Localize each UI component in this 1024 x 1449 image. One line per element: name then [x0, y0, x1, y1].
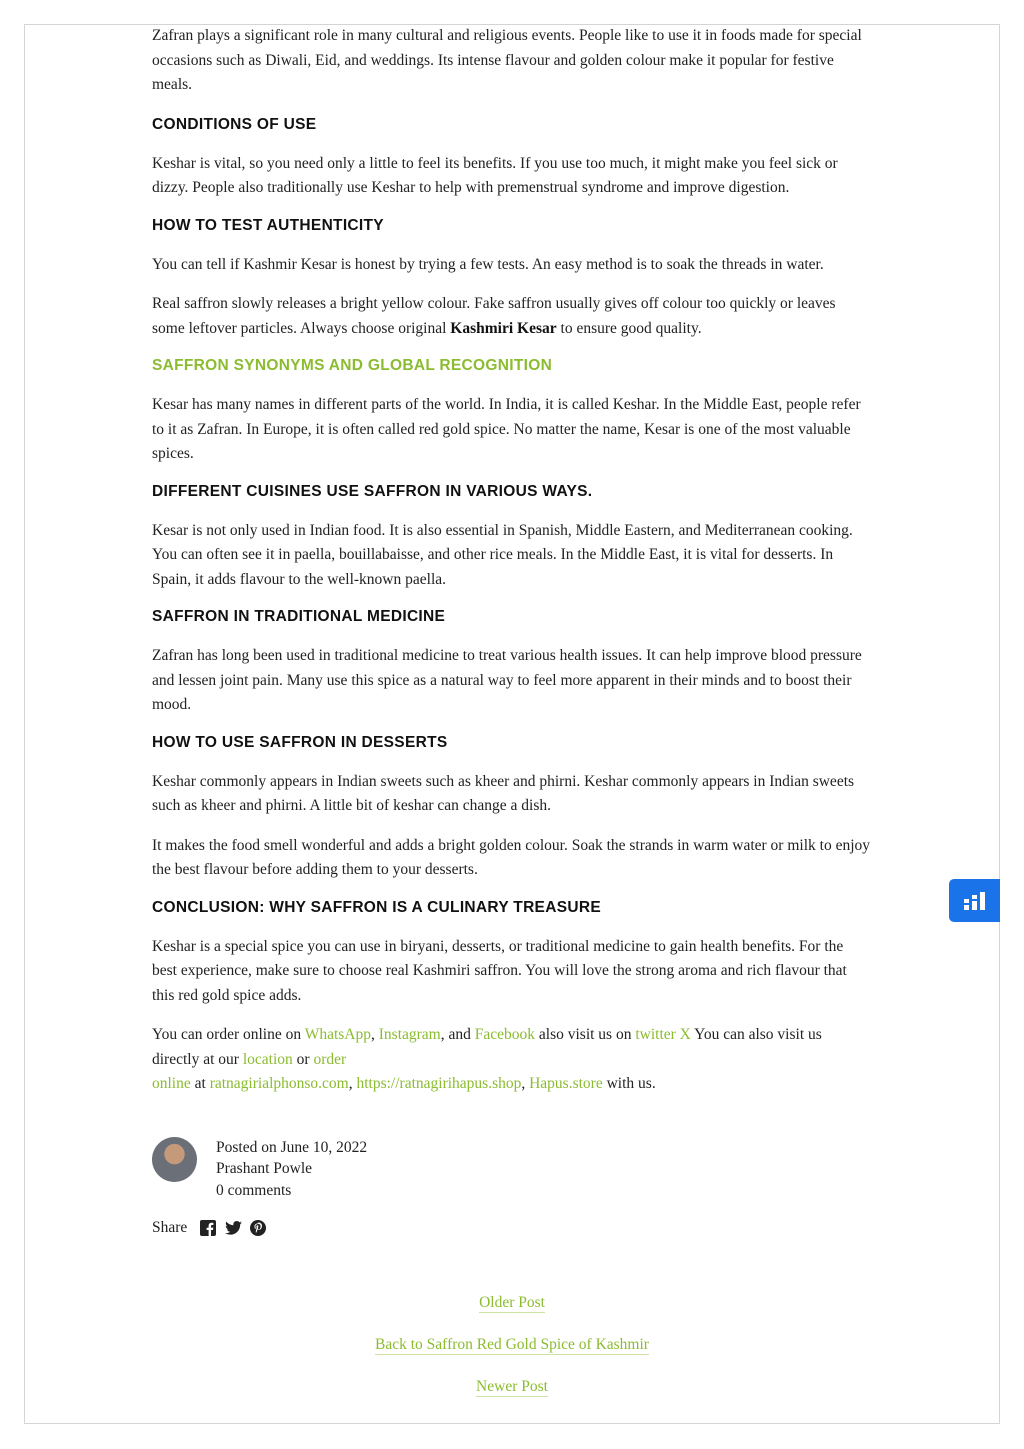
conclusion-paragraph: Keshar is a special spice you can use in biryani, desserts, or traditional medicine to gain health benefits. For the best experience, make sure to choose real Kashmiri saffron. You will love the strong aroma and rich flavour that this red gold spice adds. — [152, 937, 847, 1004]
test-paragraph-2: Real saffron slowly releases a bright yellow colour. Fake saffron usually gives off colour too quickly or leaves some leftover particles. Always choose original Kashmiri Kesar to ensure good quality. — [152, 295, 836, 337]
site-link-ratnagirialphonso[interactable]: ratnagirialphonso.com — [209, 1075, 349, 1092]
posted-on: Posted on June 10, 2022 — [216, 1138, 368, 1156]
order-online-link[interactable]: order — [313, 1050, 347, 1068]
order-online-link-continued[interactable]: online — [152, 1075, 191, 1092]
medicine-paragraph: Zafran has long been used in traditional medicine to treat various health issues. It can help improve blood pressure and lessen joint pain. Many use this spice as a natural way to feel more apparent in their minds and to boost their mood. — [152, 647, 862, 713]
older-post-link[interactable]: Older Post — [479, 1294, 545, 1311]
analytics-icon — [963, 891, 987, 911]
nav-newer — [0, 1378, 1024, 1396]
synonyms-paragraph: Kesar has many names in different parts of the world. In India, it is called Keshar. In the Middle East, people refer to it as Zafran. In Europe, it is often called red gold spice. No matter the name, Kesar is one of the most valuable spices. — [152, 396, 861, 462]
site-link-hapus-store[interactable]: Hapus.store — [529, 1075, 603, 1092]
facebook-icon[interactable] — [199, 1219, 217, 1237]
location-link[interactable]: location — [242, 1050, 293, 1068]
author-name: Prashant Powle — [216, 1160, 313, 1177]
pinterest-icon[interactable] — [249, 1219, 267, 1237]
facebook-link[interactable]: Facebook — [474, 1026, 536, 1043]
desserts-paragraph-2: It makes the food smell wonderful and adds a bright golden colour. Soak the strands in warm water or milk to enjoy the best flavour before adding them to your desserts. — [152, 836, 871, 878]
heading-conclusion: CONCLUSION: WHY SAFFRON IS A CULINARY TREASURE — [152, 898, 601, 916]
heading-medicine: SAFFRON IN TRADITIONAL MEDICINE — [152, 608, 446, 625]
comments-count[interactable]: 0 comments — [216, 1181, 292, 1199]
newer-post-link[interactable]: Newer Post — [476, 1378, 548, 1395]
conditions-paragraph: Keshar is vital, so you need only a little to feel its benefits. If you use too much, it might make you feel sick or dizzy. People also traditionally use Keshar to help with premenstrual syndrome and improve digestion. — [152, 154, 838, 196]
post-author-block — [152, 1137, 872, 1202]
site-link-ratnagirihapus[interactable]: https://ratnagirihapus.shop — [356, 1075, 522, 1092]
heading-desserts: HOW TO USE SAFFRON IN DESSERTS — [152, 733, 448, 751]
heading-synonyms: SAFFRON SYNONYMS AND GLOBAL RECOGNITION — [152, 357, 553, 374]
nav-older — [0, 1294, 1024, 1312]
heading-cuisines: DIFFERENT CUISINES USE SAFFRON IN VARIOUS WAYS. — [152, 482, 593, 500]
test-paragraph-1: You can tell if Kashmir Kesar is honest by trying a few tests. An easy method is to soak the threads in water. — [152, 255, 824, 273]
avatar — [152, 1137, 197, 1182]
kashmiri-kesar-bold: Kashmiri Kesar — [450, 319, 557, 337]
intro-paragraph: Zafran plays a significant role in many cultural and religious events. People like to use it in foods made for special occasions such as Diwali, Eid, and weddings. Its intense flavour and golden colour make it popular for festive meals. — [152, 27, 862, 93]
heading-test: HOW TO TEST AUTHENTICITY — [152, 216, 384, 234]
back-to-blog-link[interactable]: Back to Saffron Red Gold Spice of Kashmir — [375, 1336, 649, 1353]
article-body — [152, 24, 872, 1237]
cuisines-paragraph: Kesar is not only used in Indian food. It is also essential in Spanish, Middle Eastern, and Mediterranean cooking. You can often see it in paella, bouillabaisse, and other rice meals. In the Middle East, it is vital for desserts. In Spain, it adds flavour to the well-known paella. — [152, 521, 853, 588]
share-label: Share — [152, 1219, 188, 1236]
nav-back — [0, 1336, 1024, 1354]
desserts-paragraph-1: Keshar commonly appears in Indian sweets such as kheer and phirni. Keshar commonly appears in Indian sweets such as kheer and phirni. A little bit of keshar can change a dish. — [152, 772, 855, 814]
instagram-link[interactable]: Instagram — [378, 1026, 441, 1043]
order-paragraph: You can order online on WhatsApp, Instagram, and Facebook also visit us on twitter X You can also visit us directly at our location or order online at ratnagirialphonso.com, https://ratnagirihapus.shop, Hapus.store with us. — [152, 1026, 822, 1092]
twitter-link[interactable]: twitter X — [635, 1026, 691, 1043]
post-meta — [216, 1137, 367, 1202]
twitter-icon[interactable] — [224, 1219, 242, 1237]
heading-conditions: CONDITIONS OF USE — [152, 115, 317, 133]
analytics-widget-button[interactable] — [949, 879, 1000, 922]
whatsapp-link[interactable]: WhatsApp — [304, 1026, 371, 1043]
share-icons — [199, 1219, 267, 1237]
share-bar — [152, 1219, 872, 1237]
